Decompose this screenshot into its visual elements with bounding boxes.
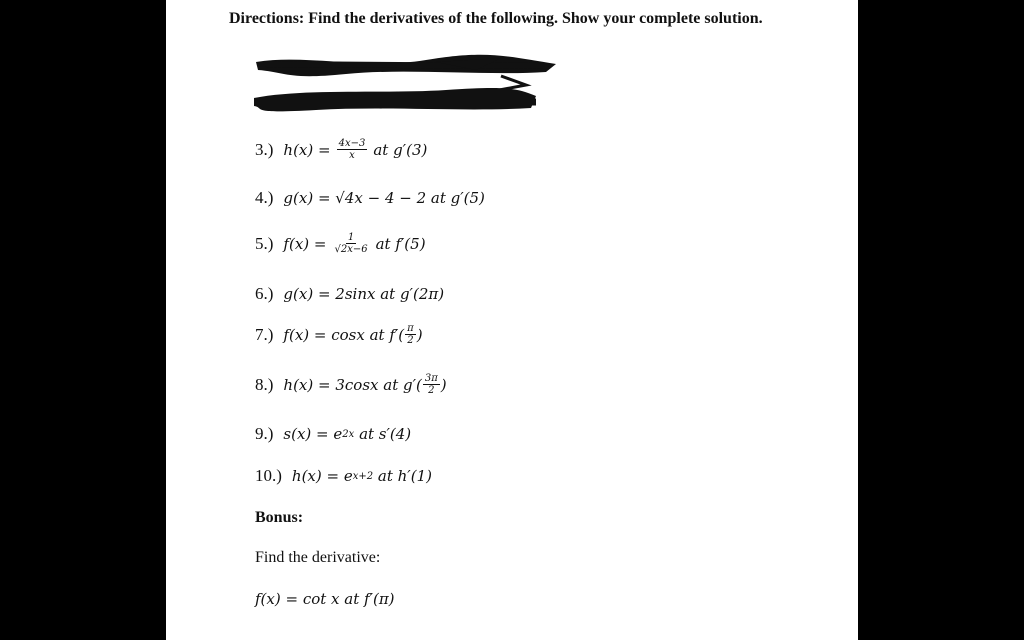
redaction-scribble [246, 50, 576, 120]
fraction [423, 373, 440, 396]
problem-lhs: h(x) = 3cosx at g′( [283, 375, 422, 394]
problem-6 [255, 284, 444, 304]
problem-rhs: ) [416, 325, 423, 344]
directions-heading: Directions: Find the derivatives of the following. Show your complete solution. [229, 10, 763, 27]
problem-number: 3.) [255, 139, 274, 159]
worksheet-page [166, 0, 858, 640]
problem-3 [255, 138, 427, 161]
problem-7 [255, 323, 423, 346]
problem-expression: g(x) = 2sinx at g′(2π) [283, 285, 445, 303]
problem-rhs: at f′(5) [375, 234, 426, 253]
exponent: 2x [342, 428, 355, 440]
problem-rhs: at g′(3) [373, 140, 428, 159]
problem-rhs: at h′(1) [377, 467, 432, 485]
fraction-denominator: √2x−6 [334, 244, 368, 255]
problem-5 [255, 232, 426, 255]
fraction-numerator: π [407, 323, 414, 334]
bonus-problem: f(x) = cot x at f′(π) [255, 590, 395, 608]
problem-number: 9.) [255, 424, 274, 443]
problem-number: 5.) [255, 233, 274, 253]
problem-number: 8.) [255, 374, 274, 394]
problem-4 [255, 188, 485, 208]
bonus-heading: Bonus: [255, 509, 304, 526]
problem-9 [255, 424, 411, 444]
fraction-numerator: 1 [347, 232, 355, 243]
problem-10 [255, 466, 432, 486]
problem-base: s(x) = e [283, 425, 343, 443]
problem-number: 4.) [255, 188, 274, 207]
problem-8 [255, 373, 447, 396]
problem-lhs: f(x) = cosx at f′( [283, 325, 405, 344]
problem-expression: g(x) = √4x − 4 − 2 at g′(5) [283, 189, 485, 207]
fraction [332, 232, 369, 255]
problem-number: 10.) [255, 466, 282, 485]
problem-number: 7.) [255, 324, 274, 344]
problem-rhs: at s′(4) [359, 425, 412, 443]
fraction-denominator: 2 [428, 385, 435, 396]
fraction-numerator: 3π [424, 373, 438, 384]
exponent: x+2 [352, 470, 374, 482]
fraction-numerator: 4x−3 [338, 138, 366, 149]
fraction [337, 138, 368, 161]
problem-lhs: h(x) = [283, 140, 331, 159]
problem-base: h(x) = e [291, 467, 353, 485]
problem-number: 6.) [255, 284, 274, 303]
fraction-denominator: x [349, 150, 355, 161]
fraction-denominator: 2 [407, 335, 414, 346]
problem-rhs: ) [440, 375, 447, 394]
problem-lhs: f(x) = [283, 234, 327, 253]
bonus-instruction: Find the derivative: [255, 549, 381, 566]
fraction [405, 323, 416, 346]
